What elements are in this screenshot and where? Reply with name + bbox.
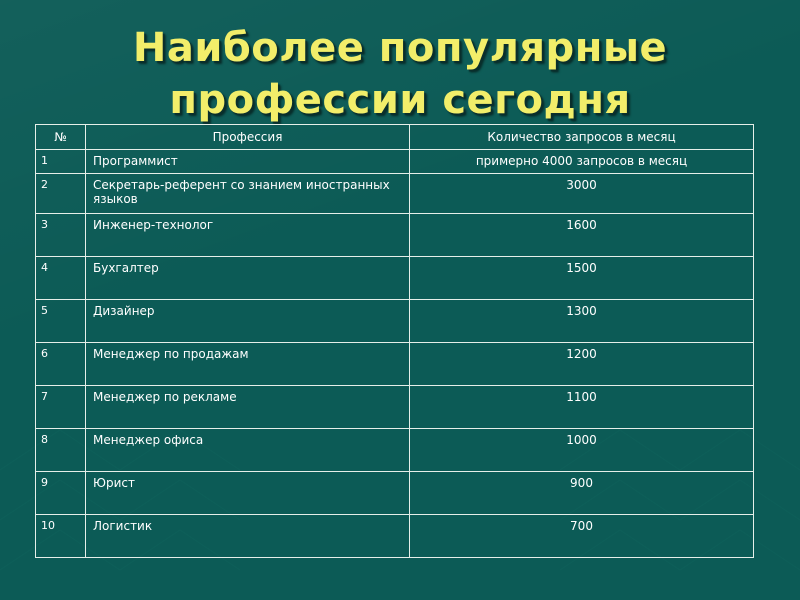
row-number: 5 [36,300,86,343]
row-profession: Логистик [86,515,410,558]
row-requests: 1100 [410,386,754,429]
title-line-1: Наиболее популярные [132,25,668,71]
row-requests: 1300 [410,300,754,343]
row-requests: примерно 4000 запросов в месяц [410,150,754,174]
header-profession: Профессия [86,125,410,150]
title-line-2: профессии сегодня [169,77,631,123]
professions-table [35,124,754,558]
row-requests: 1200 [410,343,754,386]
row-number: 6 [36,343,86,386]
row-profession: Секретарь-референт со знанием иностранных языков [86,174,410,214]
row-requests: 900 [410,472,754,515]
header-number: № [36,125,86,150]
professions-table-container [35,124,753,558]
row-profession: Менеджер по продажам [86,343,410,386]
slide-title [0,22,800,126]
table-row [36,174,754,214]
table-row [36,257,754,300]
row-requests: 1000 [410,429,754,472]
row-profession: Программист [86,150,410,174]
row-requests: 3000 [410,174,754,214]
table-row [36,214,754,257]
row-profession: Менеджер офиса [86,429,410,472]
row-number: 10 [36,515,86,558]
table-row [36,429,754,472]
row-number: 9 [36,472,86,515]
table-row [36,300,754,343]
row-number: 4 [36,257,86,300]
table-row [36,150,754,174]
row-profession: Дизайнер [86,300,410,343]
row-requests: 700 [410,515,754,558]
row-profession: Бухгалтер [86,257,410,300]
row-profession: Менеджер по рекламе [86,386,410,429]
row-number: 1 [36,150,86,174]
row-number: 7 [36,386,86,429]
row-requests: 1600 [410,214,754,257]
row-number: 8 [36,429,86,472]
header-requests: Количество запросов в месяц [410,125,754,150]
row-profession: Юрист [86,472,410,515]
row-profession: Инженер-технолог [86,214,410,257]
table-row [36,343,754,386]
row-requests: 1500 [410,257,754,300]
table-header-row [36,125,754,150]
table-row [36,386,754,429]
row-number: 3 [36,214,86,257]
row-number: 2 [36,174,86,214]
table-row [36,472,754,515]
table-row [36,515,754,558]
